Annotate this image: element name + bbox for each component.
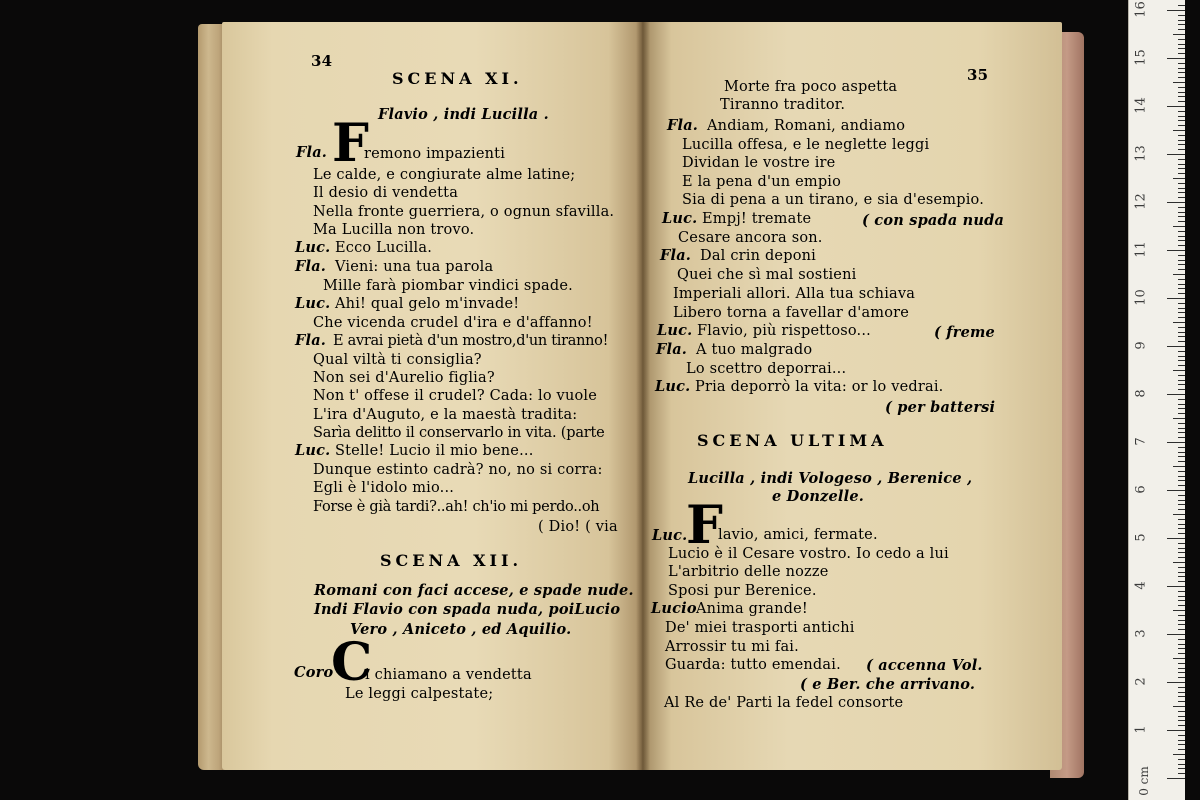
ruler-tick (1178, 500, 1185, 501)
ruler-tick (1178, 557, 1185, 558)
verse-line: Lucio è il Cesare vostro. Io cedo a lui (668, 546, 949, 562)
ruler-tick (1178, 159, 1185, 160)
ruler-tick (1178, 447, 1185, 448)
ruler-tick (1167, 58, 1185, 59)
ruler-tick (1178, 428, 1185, 429)
ruler-tick (1178, 197, 1185, 198)
ruler-tick (1178, 351, 1185, 352)
ruler-tick (1178, 116, 1185, 117)
ruler-tick (1178, 63, 1185, 64)
ruler-tick (1178, 101, 1185, 102)
ruler-tick (1178, 173, 1185, 174)
verse-line: Cesare ancora son. (678, 230, 823, 246)
ruler-tick (1178, 24, 1185, 25)
ruler-tick (1178, 668, 1185, 669)
ruler-tick (1173, 226, 1185, 227)
verse-line: Non t' offese il crudel? Cada: lo vuole (313, 388, 598, 404)
ruler-tick (1178, 576, 1185, 577)
verse-line: Guarda: tutto emendai. (665, 657, 841, 673)
verse-line: remono impazienti (364, 146, 506, 162)
verse-line: Empj! tremate (702, 211, 812, 227)
ruler-tick (1178, 269, 1185, 270)
stage-direction: ( con spada nuda (862, 212, 1005, 229)
ruler-tick (1178, 543, 1185, 544)
ruler-tick (1178, 524, 1185, 525)
verse-line: Che vicenda crudel d'ira e d'affanno! (313, 315, 593, 331)
ruler-tick (1178, 725, 1185, 726)
ruler-number: 12 (1133, 193, 1149, 210)
ruler-tick (1173, 754, 1185, 755)
verse-line: Dal crin deponi (700, 248, 817, 264)
ruler-tick (1178, 92, 1185, 93)
drop-cap: F (686, 495, 723, 556)
ruler-tick (1178, 149, 1185, 150)
ruler-tick (1178, 548, 1185, 549)
stage-direction: Indi Flavio con spada nuda, poiLucio (314, 601, 621, 618)
ruler-tick (1178, 677, 1185, 678)
scene-title-xi: SCENA XI. (392, 69, 523, 88)
ruler-tick (1173, 658, 1185, 659)
ruler-number: 9 (1133, 341, 1149, 350)
ruler-tick (1178, 375, 1185, 376)
ruler-tick (1178, 221, 1185, 222)
ruler-tick (1178, 408, 1185, 409)
ruler-number: 1 (1133, 725, 1149, 734)
verse-line: Vieni: una tua parola (335, 259, 494, 275)
scene-characters-ultima: Lucilla , indi Vologeso , Berenice , (688, 470, 973, 487)
speaker-label: Fla. (660, 247, 692, 264)
ruler-tick (1178, 504, 1185, 505)
ruler-tick (1178, 639, 1185, 640)
ruler-number: 5 (1133, 533, 1149, 542)
ruler-tick (1178, 596, 1185, 597)
ruler-tick (1178, 644, 1185, 645)
ruler-number: 4 (1133, 581, 1149, 590)
verse-line: Stelle! Lucio il mio bene... (335, 443, 534, 459)
ruler-number: 10 (1133, 289, 1149, 306)
verse-line: lavio, amici, fermate. (718, 527, 878, 543)
verse-line: ( Dio! ( via (538, 519, 618, 535)
verse-line: Il desio di vendetta (313, 185, 459, 201)
ruler-tick (1178, 140, 1185, 141)
ruler-tick (1178, 15, 1185, 16)
ruler-number: 14 (1133, 97, 1149, 114)
scene-characters-xi: Flavio , indi Lucilla . (378, 106, 549, 123)
ruler-tick (1178, 332, 1185, 333)
ruler-tick (1178, 600, 1185, 601)
ruler-tick (1178, 245, 1185, 246)
ruler-tick (1178, 327, 1185, 328)
ruler-tick (1178, 87, 1185, 88)
stage-direction: ( accenna Vol. (866, 657, 983, 674)
ruler-tick (1178, 509, 1185, 510)
ruler-tick (1178, 384, 1185, 385)
stage-direction: Vero , Aniceto , ed Aquilio. (350, 621, 572, 638)
ruler-tick (1178, 77, 1185, 78)
ruler-tick (1167, 250, 1185, 251)
ruler-tick (1178, 653, 1185, 654)
verse-line: E la pena d'un empio (682, 174, 842, 190)
ruler-tick (1178, 125, 1185, 126)
ruler-tick (1178, 404, 1185, 405)
ruler-tick (1178, 749, 1185, 750)
ruler-tick (1178, 480, 1185, 481)
speaker-label: Fla. (296, 144, 328, 161)
drop-cap: F (332, 113, 369, 174)
ruler-number: 16 (1133, 1, 1149, 18)
stage-direction: ( freme (934, 324, 995, 341)
ruler-tick (1178, 96, 1185, 97)
ruler-number: 2 (1133, 677, 1149, 686)
drop-cap: C (331, 632, 373, 693)
scene-title-xii: SCENA XII. (380, 551, 523, 570)
ruler-tick (1178, 720, 1185, 721)
ruler-tick (1178, 735, 1185, 736)
ruler-tick (1178, 423, 1185, 424)
ruler-tick (1178, 312, 1185, 313)
verse-line: Andiam, Romani, andiamo (707, 118, 906, 134)
ruler-tick (1173, 274, 1185, 275)
ruler-tick (1178, 552, 1185, 553)
verse-line: Nella fronte guerriera, o ognun sfavilla. (313, 204, 615, 220)
ruler-tick (1178, 456, 1185, 457)
verse-line: Sia di pena a un tirano, e sia d'esempio. (682, 192, 985, 208)
ruler-number: 7 (1133, 437, 1149, 446)
ruler-tick (1178, 692, 1185, 693)
verse-line: Morte fra poco aspetta (724, 79, 898, 95)
ruler-tick (1173, 706, 1185, 707)
speaker-label: Luc. (652, 527, 688, 544)
verse-line: Anima grande! (696, 601, 808, 617)
ruler-tick (1178, 236, 1185, 237)
ruler-tick (1167, 394, 1185, 395)
ruler-number: 13 (1133, 145, 1149, 162)
ruler-tick (1178, 240, 1185, 241)
speaker-label: Luc. (655, 378, 691, 395)
ruler-tick (1178, 260, 1185, 261)
ruler-number: 15 (1133, 49, 1149, 66)
verse-line: Le leggi calpestate; (345, 686, 494, 702)
ruler-tick (1167, 154, 1185, 155)
ruler-tick (1178, 533, 1185, 534)
ruler-tick (1173, 178, 1185, 179)
ruler-tick (1167, 202, 1185, 203)
ruler-tick (1178, 485, 1185, 486)
ruler-tick (1178, 144, 1185, 145)
ruler-tick (1173, 34, 1185, 35)
ruler-tick (1173, 418, 1185, 419)
ruler-tick (1167, 10, 1185, 11)
ruler-tick (1178, 476, 1185, 477)
ruler-tick (1178, 192, 1185, 193)
page-number-left: 34 (311, 52, 333, 70)
ruler-tick (1178, 620, 1185, 621)
ruler-tick (1178, 255, 1185, 256)
verse-line: Tiranno traditor. (720, 97, 846, 113)
ruler-tick (1173, 610, 1185, 611)
verse-line: Ecco Lucilla. (335, 240, 433, 256)
ruler-tick (1178, 360, 1185, 361)
ruler-tick (1173, 514, 1185, 515)
ruler-tick (1167, 682, 1185, 683)
ruler-tick (1178, 413, 1185, 414)
ruler-tick (1167, 586, 1185, 587)
ruler-tick (1178, 72, 1185, 73)
ruler-tick (1178, 284, 1185, 285)
page-number-right: 35 (967, 66, 989, 84)
ruler-tick (1178, 567, 1185, 568)
verse-line: Sarìa delitto il conservarlo in vita. (parte (313, 425, 605, 441)
speaker-label: Luc. (295, 295, 331, 312)
ruler-tick (1178, 764, 1185, 765)
ruler-tick (1178, 68, 1185, 69)
ruler-tick (1178, 317, 1185, 318)
measurement-ruler (1128, 0, 1185, 800)
ruler-tick (1178, 135, 1185, 136)
verse-line: Non sei d'Aurelio figlia? (313, 370, 495, 386)
ruler-tick (1178, 648, 1185, 649)
ruler-tick (1178, 701, 1185, 702)
ruler-tick (1178, 303, 1185, 304)
ruler-tick (1178, 168, 1185, 169)
verse-line: A tuo malgrado (696, 342, 813, 358)
ruler-tick (1178, 389, 1185, 390)
ruler-tick (1178, 111, 1185, 112)
ruler-tick (1178, 183, 1185, 184)
ruler-tick (1178, 336, 1185, 337)
ruler-tick (1178, 461, 1185, 462)
ruler-tick (1178, 231, 1185, 232)
ruler-tick (1173, 322, 1185, 323)
ruler-tick (1178, 773, 1185, 774)
speaker-label: Luc. (295, 239, 331, 256)
ruler-tick (1178, 399, 1185, 400)
verse-line: Flavio, più rispettoso... (697, 323, 871, 339)
stage-direction: ( e Ber. che arrivano. (800, 676, 976, 693)
ruler-tick (1178, 212, 1185, 213)
ruler-tick (1167, 298, 1185, 299)
ruler-tick (1167, 346, 1185, 347)
ruler-tick (1167, 106, 1185, 107)
verse-line: Dunque estinto cadrà? no, no si corra: (313, 462, 603, 478)
ruler-tick (1167, 778, 1185, 779)
verse-line: Dividan le vostre ire (682, 155, 836, 171)
ruler-tick (1178, 744, 1185, 745)
ruler-tick (1173, 466, 1185, 467)
speaker-label: Luc. (657, 322, 693, 339)
ruler-tick (1178, 356, 1185, 357)
verse-line: Al Re de' Parti la fedel consorte (664, 695, 904, 711)
ruler-tick (1178, 471, 1185, 472)
verse-line: Mille farà piombar vindici spade. (323, 278, 573, 294)
speaker-label: Lucio (651, 600, 697, 617)
verse-line: Libero torna a favellar d'amore (673, 305, 910, 321)
ruler-number: 3 (1133, 629, 1149, 638)
ruler-tick (1178, 663, 1185, 664)
ruler-tick (1178, 288, 1185, 289)
verse-line: Arrossir tu mi fai. (665, 639, 799, 655)
verse-line: Sposi pur Berenice. (668, 583, 817, 599)
ruler-tick (1178, 39, 1185, 40)
ruler-tick (1178, 696, 1185, 697)
ruler-tick (1178, 432, 1185, 433)
scene-characters-ultima: e Donzelle. (772, 488, 865, 505)
ruler-tick (1178, 207, 1185, 208)
book-gutter (636, 22, 650, 770)
ruler-tick (1178, 437, 1185, 438)
ruler-tick (1178, 341, 1185, 342)
verse-line: E avrai pietà d'un mostro,d'un tiranno! (333, 333, 609, 349)
ruler-tick (1178, 624, 1185, 625)
ruler-tick (1178, 216, 1185, 217)
verse-line: Lucilla offesa, e le neglette leggi (682, 137, 930, 153)
verse-line: L'arbitrio delle nozze (668, 564, 829, 580)
ruler-tick (1178, 615, 1185, 616)
verse-line: Ma Lucilla non trovo. (313, 222, 475, 238)
ruler-tick (1167, 490, 1185, 491)
ruler-tick (1178, 605, 1185, 606)
ruler-tick (1178, 572, 1185, 573)
ruler-tick (1178, 740, 1185, 741)
speaker-label: Luc. (295, 442, 331, 459)
ruler-tick (1173, 82, 1185, 83)
ruler-tick (1167, 634, 1185, 635)
verse-line: Pria deporrò la vita: or lo vedrai. (695, 379, 944, 395)
verse-line: Imperiali allori. Alla tua schiava (673, 286, 916, 302)
ruler-tick (1178, 711, 1185, 712)
ruler-tick (1178, 53, 1185, 54)
ruler-number: 11 (1133, 241, 1149, 258)
ruler-tick (1178, 29, 1185, 30)
ruler-tick (1178, 591, 1185, 592)
ruler-unit-label: 0 cm (1136, 766, 1151, 796)
ruler-tick (1178, 308, 1185, 309)
stage-direction: ( per battersi (885, 399, 996, 416)
ruler-tick (1178, 519, 1185, 520)
verse-line: Le calde, e congiurate alme latine; (313, 167, 576, 183)
ruler-tick (1178, 380, 1185, 381)
ruler-tick (1178, 44, 1185, 45)
ruler-tick (1178, 293, 1185, 294)
speaker-label: Fla. (295, 258, 327, 275)
speaker-label: Fla. (295, 332, 327, 349)
ruler-tick (1178, 672, 1185, 673)
ruler-tick (1178, 279, 1185, 280)
speaker-label: Coro (294, 664, 334, 681)
ruler-tick (1178, 164, 1185, 165)
ruler-tick (1167, 538, 1185, 539)
ruler-tick (1178, 452, 1185, 453)
verse-line: Qual viltà ti consiglia? (313, 352, 482, 368)
ruler-tick (1178, 716, 1185, 717)
ruler-tick (1178, 629, 1185, 630)
ruler-tick (1173, 370, 1185, 371)
verse-line: Quei che sì mal sostieni (677, 267, 857, 283)
ruler-tick (1178, 5, 1185, 6)
ruler-tick (1167, 442, 1185, 443)
ruler-tick (1178, 264, 1185, 265)
speaker-label: Fla. (656, 341, 688, 358)
scene-title-ultima: SCENA ULTIMA (697, 431, 888, 450)
ruler-tick (1167, 730, 1185, 731)
verse-line: L'ira d'Auguto, e la maestà tradita: (313, 407, 578, 423)
ruler-tick (1178, 20, 1185, 21)
speaker-label: Fla. (667, 117, 699, 134)
speaker-label: Luc. (662, 210, 698, 227)
ruler-tick (1178, 120, 1185, 121)
ruler-tick (1178, 365, 1185, 366)
ruler-tick (1178, 581, 1185, 582)
ruler-tick (1178, 759, 1185, 760)
verse-line: Forse è già tardi?..ah! ch'io mi perdo..oh (313, 499, 600, 515)
ruler-number: 8 (1133, 389, 1149, 398)
ruler-tick (1178, 188, 1185, 189)
ruler-tick (1173, 562, 1185, 563)
ruler-tick (1178, 528, 1185, 529)
ruler-tick (1173, 130, 1185, 131)
verse-line: Lo scettro deporrai... (686, 361, 847, 377)
verse-line: Ahi! qual gelo m'invade! (335, 296, 520, 312)
verse-line: i chiamano a vendetta (365, 667, 532, 683)
ruler-number: 6 (1133, 485, 1149, 494)
ruler-tick (1178, 768, 1185, 769)
ruler-tick (1178, 495, 1185, 496)
stage-direction: Romani con faci accese, e spade nude. (314, 582, 634, 599)
ruler-tick (1178, 687, 1185, 688)
verse-line: De' miei trasporti antichi (665, 620, 855, 636)
verse-line: Egli è l'idolo mio... (313, 480, 455, 496)
ruler-tick (1178, 48, 1185, 49)
